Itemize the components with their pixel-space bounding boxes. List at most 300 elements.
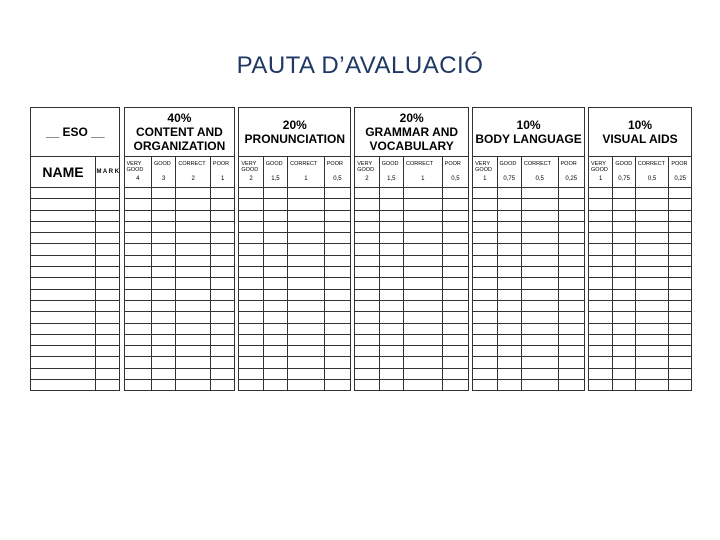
score-cell[interactable] xyxy=(497,267,521,278)
score-cell[interactable] xyxy=(124,357,151,368)
score-cell[interactable] xyxy=(404,188,443,199)
score-cell[interactable] xyxy=(589,323,613,334)
score-cell[interactable] xyxy=(151,278,175,289)
score-cell[interactable] xyxy=(379,357,403,368)
score-cell[interactable] xyxy=(404,221,443,232)
score-cell[interactable] xyxy=(558,221,584,232)
score-cell[interactable] xyxy=(355,267,379,278)
score-cell[interactable] xyxy=(497,312,521,323)
score-cell[interactable] xyxy=(124,323,151,334)
score-cell[interactable] xyxy=(497,210,521,221)
score-cell[interactable] xyxy=(473,380,497,391)
score-cell[interactable] xyxy=(210,357,234,368)
score-cell[interactable] xyxy=(124,255,151,266)
student-name-cell[interactable] xyxy=(31,334,96,345)
score-cell[interactable] xyxy=(404,233,443,244)
student-name-cell[interactable] xyxy=(31,368,96,379)
score-cell[interactable] xyxy=(355,233,379,244)
score-cell[interactable] xyxy=(473,199,497,210)
score-cell[interactable] xyxy=(473,323,497,334)
score-cell[interactable] xyxy=(558,188,584,199)
score-cell[interactable] xyxy=(151,267,175,278)
mark-cell[interactable] xyxy=(96,210,120,221)
score-cell[interactable] xyxy=(324,368,350,379)
score-cell[interactable] xyxy=(613,188,635,199)
score-cell[interactable] xyxy=(263,380,287,391)
score-cell[interactable] xyxy=(558,312,584,323)
score-cell[interactable] xyxy=(669,312,692,323)
score-cell[interactable] xyxy=(239,300,263,311)
score-cell[interactable] xyxy=(324,380,350,391)
score-cell[interactable] xyxy=(497,368,521,379)
score-cell[interactable] xyxy=(497,357,521,368)
score-cell[interactable] xyxy=(176,346,211,357)
score-cell[interactable] xyxy=(404,300,443,311)
score-cell[interactable] xyxy=(613,346,635,357)
score-cell[interactable] xyxy=(355,334,379,345)
score-cell[interactable] xyxy=(288,255,325,266)
score-cell[interactable] xyxy=(669,210,692,221)
score-cell[interactable] xyxy=(288,380,325,391)
mark-cell[interactable] xyxy=(96,380,120,391)
student-name-cell[interactable] xyxy=(31,323,96,334)
score-cell[interactable] xyxy=(124,334,151,345)
score-cell[interactable] xyxy=(497,300,521,311)
score-cell[interactable] xyxy=(324,221,350,232)
score-cell[interactable] xyxy=(379,233,403,244)
score-cell[interactable] xyxy=(176,300,211,311)
score-cell[interactable] xyxy=(210,233,234,244)
score-cell[interactable] xyxy=(176,334,211,345)
mark-cell[interactable] xyxy=(96,312,120,323)
score-cell[interactable] xyxy=(521,267,558,278)
score-cell[interactable] xyxy=(613,323,635,334)
score-cell[interactable] xyxy=(404,323,443,334)
score-cell[interactable] xyxy=(124,267,151,278)
score-cell[interactable] xyxy=(324,199,350,210)
score-cell[interactable] xyxy=(210,188,234,199)
score-cell[interactable] xyxy=(355,300,379,311)
score-cell[interactable] xyxy=(589,255,613,266)
score-cell[interactable] xyxy=(497,334,521,345)
score-cell[interactable] xyxy=(355,278,379,289)
score-cell[interactable] xyxy=(176,323,211,334)
score-cell[interactable] xyxy=(558,210,584,221)
score-cell[interactable] xyxy=(151,346,175,357)
score-cell[interactable] xyxy=(521,300,558,311)
score-cell[interactable] xyxy=(263,278,287,289)
score-cell[interactable] xyxy=(558,323,584,334)
score-cell[interactable] xyxy=(176,278,211,289)
score-cell[interactable] xyxy=(442,300,468,311)
score-cell[interactable] xyxy=(635,289,669,300)
mark-cell[interactable] xyxy=(96,278,120,289)
score-cell[interactable] xyxy=(151,255,175,266)
score-cell[interactable] xyxy=(521,312,558,323)
score-cell[interactable] xyxy=(210,334,234,345)
score-cell[interactable] xyxy=(210,312,234,323)
score-cell[interactable] xyxy=(151,323,175,334)
mark-cell[interactable] xyxy=(96,221,120,232)
score-cell[interactable] xyxy=(263,267,287,278)
score-cell[interactable] xyxy=(324,255,350,266)
score-cell[interactable] xyxy=(239,278,263,289)
score-cell[interactable] xyxy=(379,221,403,232)
score-cell[interactable] xyxy=(635,233,669,244)
score-cell[interactable] xyxy=(379,346,403,357)
score-cell[interactable] xyxy=(521,323,558,334)
score-cell[interactable] xyxy=(379,255,403,266)
score-cell[interactable] xyxy=(263,334,287,345)
score-cell[interactable] xyxy=(124,278,151,289)
score-cell[interactable] xyxy=(473,267,497,278)
score-cell[interactable] xyxy=(613,199,635,210)
score-cell[interactable] xyxy=(263,312,287,323)
student-name-cell[interactable] xyxy=(31,346,96,357)
score-cell[interactable] xyxy=(635,357,669,368)
score-cell[interactable] xyxy=(635,255,669,266)
score-cell[interactable] xyxy=(635,312,669,323)
score-cell[interactable] xyxy=(176,289,211,300)
score-cell[interactable] xyxy=(324,346,350,357)
mark-cell[interactable] xyxy=(96,199,120,210)
mark-cell[interactable] xyxy=(96,323,120,334)
mark-cell[interactable] xyxy=(96,300,120,311)
score-cell[interactable] xyxy=(497,233,521,244)
student-name-cell[interactable] xyxy=(31,278,96,289)
score-cell[interactable] xyxy=(613,334,635,345)
score-cell[interactable] xyxy=(558,289,584,300)
score-cell[interactable] xyxy=(210,267,234,278)
score-cell[interactable] xyxy=(669,255,692,266)
score-cell[interactable] xyxy=(324,244,350,255)
score-cell[interactable] xyxy=(288,267,325,278)
score-cell[interactable] xyxy=(210,380,234,391)
score-cell[interactable] xyxy=(442,346,468,357)
score-cell[interactable] xyxy=(124,368,151,379)
score-cell[interactable] xyxy=(176,199,211,210)
score-cell[interactable] xyxy=(473,278,497,289)
score-cell[interactable] xyxy=(669,244,692,255)
score-cell[interactable] xyxy=(473,289,497,300)
score-cell[interactable] xyxy=(613,210,635,221)
score-cell[interactable] xyxy=(669,380,692,391)
score-cell[interactable] xyxy=(613,278,635,289)
score-cell[interactable] xyxy=(404,278,443,289)
score-cell[interactable] xyxy=(635,334,669,345)
score-cell[interactable] xyxy=(324,312,350,323)
score-cell[interactable] xyxy=(521,244,558,255)
student-name-cell[interactable] xyxy=(31,210,96,221)
score-cell[interactable] xyxy=(497,244,521,255)
score-cell[interactable] xyxy=(473,210,497,221)
score-cell[interactable] xyxy=(210,244,234,255)
score-cell[interactable] xyxy=(404,334,443,345)
score-cell[interactable] xyxy=(473,346,497,357)
score-cell[interactable] xyxy=(635,221,669,232)
score-cell[interactable] xyxy=(404,289,443,300)
score-cell[interactable] xyxy=(442,278,468,289)
score-cell[interactable] xyxy=(239,289,263,300)
student-name-cell[interactable] xyxy=(31,267,96,278)
score-cell[interactable] xyxy=(473,255,497,266)
score-cell[interactable] xyxy=(442,244,468,255)
score-cell[interactable] xyxy=(613,368,635,379)
score-cell[interactable] xyxy=(521,210,558,221)
score-cell[interactable] xyxy=(288,244,325,255)
score-cell[interactable] xyxy=(669,368,692,379)
score-cell[interactable] xyxy=(404,357,443,368)
score-cell[interactable] xyxy=(635,346,669,357)
score-cell[interactable] xyxy=(176,221,211,232)
score-cell[interactable] xyxy=(355,380,379,391)
score-cell[interactable] xyxy=(404,267,443,278)
score-cell[interactable] xyxy=(473,188,497,199)
score-cell[interactable] xyxy=(521,380,558,391)
score-cell[interactable] xyxy=(355,323,379,334)
score-cell[interactable] xyxy=(558,255,584,266)
score-cell[interactable] xyxy=(210,323,234,334)
score-cell[interactable] xyxy=(442,323,468,334)
score-cell[interactable] xyxy=(589,346,613,357)
score-cell[interactable] xyxy=(442,357,468,368)
score-cell[interactable] xyxy=(288,278,325,289)
score-cell[interactable] xyxy=(263,233,287,244)
score-cell[interactable] xyxy=(442,255,468,266)
score-cell[interactable] xyxy=(263,221,287,232)
mark-cell[interactable] xyxy=(96,233,120,244)
score-cell[interactable] xyxy=(151,199,175,210)
score-cell[interactable] xyxy=(521,221,558,232)
score-cell[interactable] xyxy=(442,233,468,244)
score-cell[interactable] xyxy=(404,244,443,255)
score-cell[interactable] xyxy=(404,368,443,379)
score-cell[interactable] xyxy=(210,199,234,210)
score-cell[interactable] xyxy=(669,289,692,300)
score-cell[interactable] xyxy=(263,300,287,311)
score-cell[interactable] xyxy=(176,312,211,323)
score-cell[interactable] xyxy=(176,233,211,244)
score-cell[interactable] xyxy=(124,221,151,232)
score-cell[interactable] xyxy=(324,210,350,221)
score-cell[interactable] xyxy=(379,267,403,278)
score-cell[interactable] xyxy=(239,346,263,357)
score-cell[interactable] xyxy=(379,334,403,345)
score-cell[interactable] xyxy=(379,289,403,300)
mark-cell[interactable] xyxy=(96,244,120,255)
score-cell[interactable] xyxy=(288,357,325,368)
score-cell[interactable] xyxy=(635,368,669,379)
score-cell[interactable] xyxy=(613,233,635,244)
score-cell[interactable] xyxy=(404,199,443,210)
mark-cell[interactable] xyxy=(96,188,120,199)
score-cell[interactable] xyxy=(442,221,468,232)
score-cell[interactable] xyxy=(263,255,287,266)
score-cell[interactable] xyxy=(288,323,325,334)
score-cell[interactable] xyxy=(497,289,521,300)
score-cell[interactable] xyxy=(355,244,379,255)
mark-cell[interactable] xyxy=(96,368,120,379)
score-cell[interactable] xyxy=(558,278,584,289)
score-cell[interactable] xyxy=(379,323,403,334)
score-cell[interactable] xyxy=(239,267,263,278)
score-cell[interactable] xyxy=(124,233,151,244)
score-cell[interactable] xyxy=(404,380,443,391)
score-cell[interactable] xyxy=(379,300,403,311)
score-cell[interactable] xyxy=(324,233,350,244)
score-cell[interactable] xyxy=(263,346,287,357)
score-cell[interactable] xyxy=(210,210,234,221)
score-cell[interactable] xyxy=(239,357,263,368)
score-cell[interactable] xyxy=(404,210,443,221)
score-cell[interactable] xyxy=(210,278,234,289)
score-cell[interactable] xyxy=(521,233,558,244)
score-cell[interactable] xyxy=(521,255,558,266)
score-cell[interactable] xyxy=(355,255,379,266)
score-cell[interactable] xyxy=(324,289,350,300)
score-cell[interactable] xyxy=(151,368,175,379)
student-name-cell[interactable] xyxy=(31,380,96,391)
score-cell[interactable] xyxy=(404,255,443,266)
score-cell[interactable] xyxy=(589,267,613,278)
score-cell[interactable] xyxy=(288,368,325,379)
score-cell[interactable] xyxy=(589,334,613,345)
score-cell[interactable] xyxy=(263,289,287,300)
score-cell[interactable] xyxy=(151,244,175,255)
score-cell[interactable] xyxy=(669,199,692,210)
student-name-cell[interactable] xyxy=(31,289,96,300)
score-cell[interactable] xyxy=(324,188,350,199)
score-cell[interactable] xyxy=(635,323,669,334)
score-cell[interactable] xyxy=(635,300,669,311)
score-cell[interactable] xyxy=(473,368,497,379)
score-cell[interactable] xyxy=(635,380,669,391)
score-cell[interactable] xyxy=(404,346,443,357)
score-cell[interactable] xyxy=(263,323,287,334)
score-cell[interactable] xyxy=(589,289,613,300)
score-cell[interactable] xyxy=(669,233,692,244)
score-cell[interactable] xyxy=(613,267,635,278)
score-cell[interactable] xyxy=(151,300,175,311)
score-cell[interactable] xyxy=(288,346,325,357)
score-cell[interactable] xyxy=(324,334,350,345)
score-cell[interactable] xyxy=(124,300,151,311)
score-cell[interactable] xyxy=(263,244,287,255)
score-cell[interactable] xyxy=(239,210,263,221)
score-cell[interactable] xyxy=(442,210,468,221)
score-cell[interactable] xyxy=(151,357,175,368)
score-cell[interactable] xyxy=(473,357,497,368)
score-cell[interactable] xyxy=(355,357,379,368)
score-cell[interactable] xyxy=(124,380,151,391)
score-cell[interactable] xyxy=(288,188,325,199)
score-cell[interactable] xyxy=(176,210,211,221)
score-cell[interactable] xyxy=(379,244,403,255)
score-cell[interactable] xyxy=(355,199,379,210)
score-cell[interactable] xyxy=(613,289,635,300)
score-cell[interactable] xyxy=(151,334,175,345)
score-cell[interactable] xyxy=(151,380,175,391)
score-cell[interactable] xyxy=(497,221,521,232)
score-cell[interactable] xyxy=(497,199,521,210)
score-cell[interactable] xyxy=(151,289,175,300)
score-cell[interactable] xyxy=(151,312,175,323)
student-name-cell[interactable] xyxy=(31,244,96,255)
score-cell[interactable] xyxy=(288,300,325,311)
score-cell[interactable] xyxy=(404,312,443,323)
score-cell[interactable] xyxy=(589,199,613,210)
score-cell[interactable] xyxy=(669,357,692,368)
score-cell[interactable] xyxy=(442,312,468,323)
score-cell[interactable] xyxy=(355,289,379,300)
score-cell[interactable] xyxy=(442,380,468,391)
score-cell[interactable] xyxy=(497,278,521,289)
mark-cell[interactable] xyxy=(96,346,120,357)
score-cell[interactable] xyxy=(669,188,692,199)
score-cell[interactable] xyxy=(521,368,558,379)
score-cell[interactable] xyxy=(355,210,379,221)
score-cell[interactable] xyxy=(669,300,692,311)
score-cell[interactable] xyxy=(521,346,558,357)
score-cell[interactable] xyxy=(613,255,635,266)
mark-cell[interactable] xyxy=(96,357,120,368)
score-cell[interactable] xyxy=(176,368,211,379)
score-cell[interactable] xyxy=(263,357,287,368)
score-cell[interactable] xyxy=(239,380,263,391)
score-cell[interactable] xyxy=(263,210,287,221)
score-cell[interactable] xyxy=(151,210,175,221)
score-cell[interactable] xyxy=(288,334,325,345)
score-cell[interactable] xyxy=(239,221,263,232)
score-cell[interactable] xyxy=(151,221,175,232)
score-cell[interactable] xyxy=(473,312,497,323)
student-name-cell[interactable] xyxy=(31,300,96,311)
score-cell[interactable] xyxy=(239,312,263,323)
score-cell[interactable] xyxy=(613,300,635,311)
score-cell[interactable] xyxy=(176,380,211,391)
score-cell[interactable] xyxy=(613,380,635,391)
score-cell[interactable] xyxy=(442,267,468,278)
score-cell[interactable] xyxy=(497,255,521,266)
score-cell[interactable] xyxy=(124,289,151,300)
score-cell[interactable] xyxy=(239,323,263,334)
score-cell[interactable] xyxy=(379,188,403,199)
score-cell[interactable] xyxy=(635,278,669,289)
score-cell[interactable] xyxy=(124,199,151,210)
score-cell[interactable] xyxy=(379,312,403,323)
score-cell[interactable] xyxy=(497,380,521,391)
score-cell[interactable] xyxy=(669,267,692,278)
score-cell[interactable] xyxy=(151,188,175,199)
score-cell[interactable] xyxy=(210,368,234,379)
score-cell[interactable] xyxy=(442,289,468,300)
score-cell[interactable] xyxy=(124,312,151,323)
score-cell[interactable] xyxy=(589,278,613,289)
mark-cell[interactable] xyxy=(96,289,120,300)
score-cell[interactable] xyxy=(473,300,497,311)
score-cell[interactable] xyxy=(558,233,584,244)
score-cell[interactable] xyxy=(210,255,234,266)
score-cell[interactable] xyxy=(589,368,613,379)
score-cell[interactable] xyxy=(589,210,613,221)
score-cell[interactable] xyxy=(176,244,211,255)
score-cell[interactable] xyxy=(589,188,613,199)
score-cell[interactable] xyxy=(521,357,558,368)
score-cell[interactable] xyxy=(324,267,350,278)
score-cell[interactable] xyxy=(558,244,584,255)
score-cell[interactable] xyxy=(124,244,151,255)
score-cell[interactable] xyxy=(669,323,692,334)
